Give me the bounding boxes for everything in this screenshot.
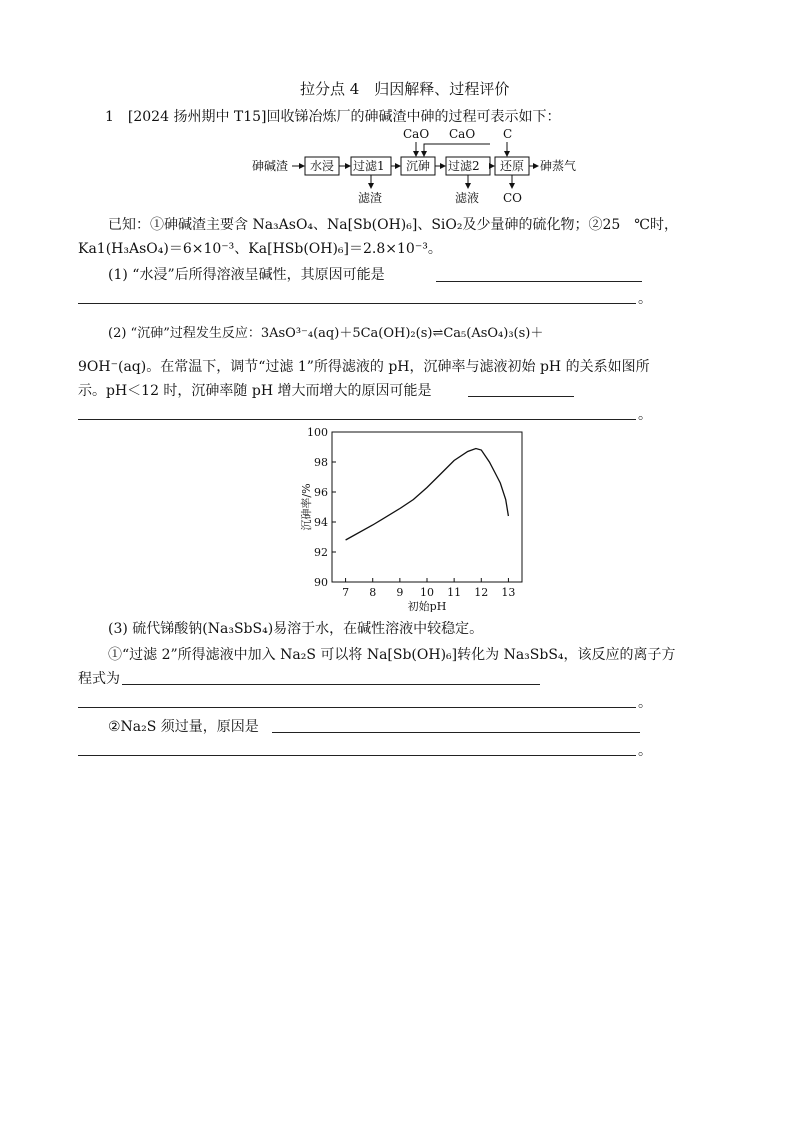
flow-bottom-label: 滤渣 — [358, 191, 383, 205]
part3-1-line-a: ①“过滤 2”所得滤液中加入 Na₂S 可以将 Na[Sb(OH)₆]转化为 Na₃SbS₄，该反应的离子方 — [108, 647, 676, 663]
part1-prompt: (1) “水浸”后所得溶液呈碱性，其原因可能是 — [108, 267, 385, 283]
y-tick-label: 96 — [314, 486, 328, 499]
x-tick-label: 11 — [447, 586, 462, 599]
x-tick-label: 8 — [369, 586, 377, 599]
x-tick-label: 10 — [420, 586, 434, 599]
answer-blank[interactable] — [436, 281, 642, 282]
flow-bottom-label: 滤液 — [455, 191, 480, 205]
y-tick-label: 98 — [314, 456, 328, 469]
y-tick-label: 100 — [307, 426, 328, 439]
part3-intro: (3) 硫代锑酸钠(Na₃SbS₄)易溶于水，在碱性溶液中较稳定。 — [108, 621, 484, 637]
x-tick-label: 12 — [474, 586, 489, 599]
y-tick-label: 90 — [314, 576, 328, 589]
answer-blank[interactable] — [78, 707, 636, 708]
x-tick-label: 13 — [501, 586, 516, 599]
answer-blank[interactable] — [78, 303, 636, 304]
answer-blank[interactable] — [272, 732, 640, 733]
part2-line-3: 示。pH＜12 时，沉砷率随 pH 增大而增大的原因可能是 — [78, 383, 432, 399]
x-tick-label: 7 — [342, 586, 350, 599]
flow-end: 砷蒸气 — [540, 159, 577, 173]
y-tick-label: 94 — [314, 516, 328, 529]
part2-line-1: (2) “沉砷”过程发生反应：3AsO³⁻₄(aq)＋5Ca(OH)₂(s)⇌Ca₅(AsO₄)₃(s)＋ — [108, 326, 544, 341]
flow-box-label: 水浸 — [310, 159, 335, 173]
question-header: 1 [2024 扬州期中 T15]回收锑冶炼厂的砷碱渣中砷的过程可表示如下： — [105, 109, 561, 125]
known-line-1: 已知：①砷碱渣主要含 Na₃AsO₄、Na[Sb(OH)₆]、SiO₂及少量砷的硫化物；②25 ℃时， — [108, 217, 678, 233]
plot-frame — [332, 432, 522, 582]
y-tick-label: 92 — [314, 546, 328, 559]
answer-blank[interactable] — [78, 755, 636, 756]
period: 。 — [638, 291, 652, 307]
flow-top-label: CaO — [403, 127, 430, 141]
process-flow-diagram — [240, 124, 620, 208]
part2-line-2: 9OH⁻(aq)。在常温下，调节“过滤 1”所得滤液的 pH，沉砷率与滤液初始 pH 的关系如图所 — [78, 359, 650, 375]
series-line — [346, 449, 509, 541]
y-axis-label: 沉砷率/% — [300, 483, 313, 531]
known-line-2: Ka1(H₃AsO₄)＝6×10⁻³、Ka[HSb(OH)₆]＝2.8×10⁻³。 — [78, 241, 442, 257]
flow-box-label: 沉砷 — [406, 159, 431, 173]
flow-box-label: 还原 — [500, 159, 525, 173]
flow-top-label: C — [503, 127, 513, 141]
answer-blank[interactable] — [78, 419, 636, 420]
part3-1-line-b: 程式为 — [78, 671, 120, 687]
answer-blank[interactable] — [122, 684, 540, 685]
period: 。 — [638, 407, 652, 423]
part3-2-prompt: ②Na₂S 须过量，原因是 — [108, 719, 259, 735]
precipitation-rate-chart — [296, 426, 532, 612]
flow-top-label: CaO — [449, 127, 476, 141]
period: 。 — [638, 743, 652, 759]
flow-box-label: 过滤1 — [353, 159, 385, 173]
flow-start: 砷碱渣 — [252, 159, 289, 173]
x-axis-label: 初始pH — [407, 600, 447, 612]
x-tick-label: 9 — [396, 586, 404, 599]
section-title: 拉分点 4 归因解释、过程评价 — [300, 80, 510, 98]
answer-blank[interactable] — [468, 396, 574, 397]
flow-bottom-label: CO — [503, 191, 523, 205]
period: 。 — [638, 695, 652, 711]
flow-box-label: 过滤2 — [448, 159, 480, 173]
